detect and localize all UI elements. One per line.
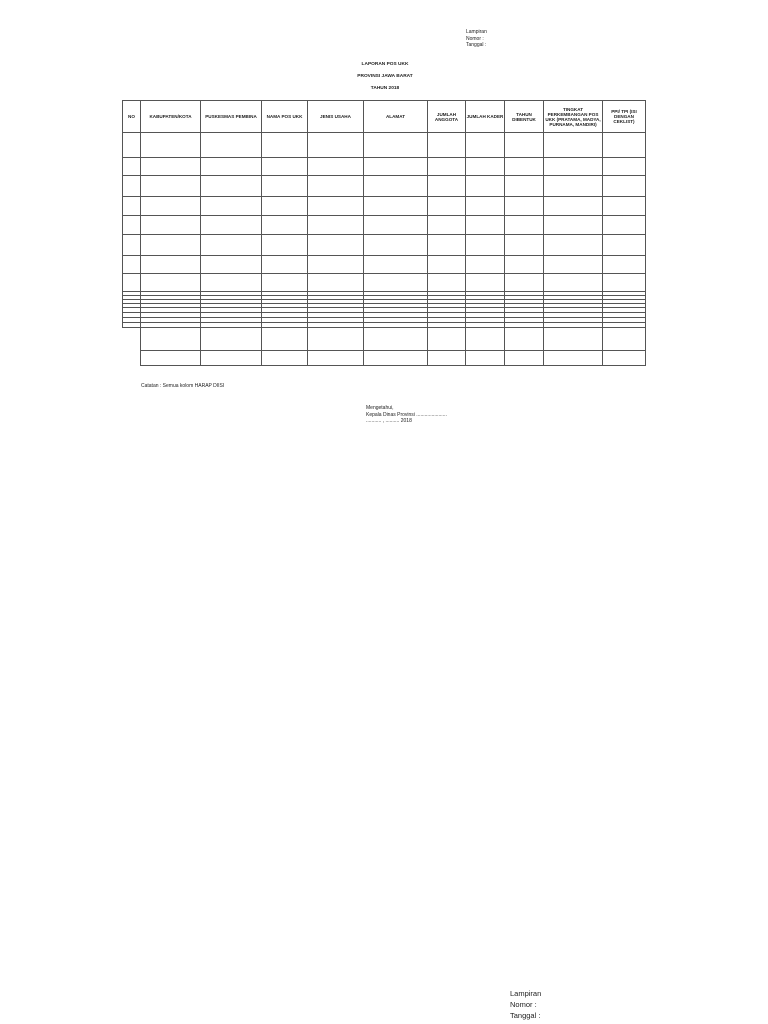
header-ppi-tpi: PPI/ TPI (ISI DENGAN CEKLIST) bbox=[603, 101, 646, 133]
table-cell[interactable] bbox=[505, 328, 544, 351]
table-cell[interactable] bbox=[364, 274, 428, 292]
table-cell[interactable] bbox=[201, 351, 262, 366]
table-cell[interactable] bbox=[123, 216, 141, 235]
table-cell[interactable] bbox=[364, 216, 428, 235]
table-row bbox=[123, 274, 646, 292]
top-tanggal-label: Tanggal : bbox=[466, 42, 487, 48]
table-cell[interactable] bbox=[364, 176, 428, 197]
table-cell[interactable] bbox=[466, 256, 505, 274]
table-row bbox=[123, 256, 646, 274]
table-cell[interactable] bbox=[308, 176, 364, 197]
table-cell[interactable] bbox=[505, 133, 544, 158]
report-year: TAHUN 2018 bbox=[370, 86, 400, 91]
table-cell[interactable] bbox=[544, 274, 603, 292]
table-cell[interactable] bbox=[428, 328, 466, 351]
table-cell[interactable] bbox=[364, 158, 428, 176]
table-row bbox=[123, 216, 646, 235]
table-cell[interactable] bbox=[466, 216, 505, 235]
table-cell[interactable] bbox=[603, 351, 646, 366]
table-cell[interactable] bbox=[428, 197, 466, 216]
table-cell[interactable] bbox=[262, 256, 308, 274]
sign-place-date: ........... , .......... 2018 bbox=[366, 418, 412, 424]
table-cell[interactable] bbox=[123, 256, 141, 274]
table-cell[interactable] bbox=[262, 328, 308, 351]
table-cell[interactable] bbox=[262, 274, 308, 292]
table-cell[interactable] bbox=[123, 235, 141, 256]
table-cell[interactable] bbox=[364, 351, 428, 366]
table-cell[interactable] bbox=[308, 351, 364, 366]
top-lampiran-label: Lampiran bbox=[466, 29, 487, 35]
table-cell[interactable] bbox=[141, 274, 201, 292]
report-title-block bbox=[300, 62, 470, 98]
table-cell[interactable] bbox=[308, 274, 364, 292]
table-cell[interactable] bbox=[123, 176, 141, 197]
top-nomor-label: Nomor : bbox=[466, 35, 484, 42]
table-cell[interactable] bbox=[141, 216, 201, 235]
table-cell[interactable] bbox=[201, 158, 262, 176]
table-cell[interactable] bbox=[544, 176, 603, 197]
notes-text: Catatan : Semua kolom HARAP DIISI bbox=[141, 383, 225, 389]
table-body bbox=[123, 133, 646, 366]
table-cell[interactable] bbox=[364, 256, 428, 274]
table-cell[interactable] bbox=[505, 351, 544, 366]
table-cell[interactable] bbox=[308, 158, 364, 176]
table-cell[interactable] bbox=[201, 176, 262, 197]
table-cell[interactable] bbox=[141, 176, 201, 197]
header-nama-pos-ukk: NAMA POS UKK bbox=[262, 101, 308, 133]
table-cell[interactable] bbox=[123, 133, 141, 158]
table-cell[interactable] bbox=[603, 197, 646, 216]
table-cell[interactable] bbox=[141, 197, 201, 216]
table-cell[interactable] bbox=[428, 235, 466, 256]
table-cell[interactable] bbox=[466, 328, 505, 351]
table-cell[interactable] bbox=[262, 235, 308, 256]
table-cell[interactable] bbox=[364, 328, 428, 351]
table-row bbox=[123, 133, 646, 158]
table-cell[interactable] bbox=[308, 216, 364, 235]
table-cell[interactable] bbox=[466, 235, 505, 256]
table-cell[interactable] bbox=[603, 256, 646, 274]
header-tingkat-perkembangan: TINGKAT PERKEMBANGAN POS UKK (PRATAMA, MADYA, PURNAMA, MANDIRI) bbox=[544, 101, 603, 133]
header-tahun-dibentuk: TAHUN DIBENTUK bbox=[505, 101, 544, 133]
table-cell[interactable] bbox=[141, 158, 201, 176]
header-puskesmas-pembina: PUSKESMAS PEMBINA bbox=[201, 101, 262, 133]
table-cell[interactable] bbox=[123, 197, 141, 216]
table-cell[interactable] bbox=[466, 197, 505, 216]
table-cell[interactable] bbox=[544, 133, 603, 158]
signature-block bbox=[366, 405, 486, 425]
bottom-attachment-meta bbox=[510, 988, 600, 1021]
bottom-lampiran-label: Lampiran bbox=[510, 989, 542, 998]
table-cell[interactable] bbox=[466, 133, 505, 158]
table-cell[interactable] bbox=[123, 351, 141, 366]
table-cell[interactable] bbox=[603, 216, 646, 235]
table-cell[interactable] bbox=[201, 328, 262, 351]
top-attachment-meta bbox=[466, 29, 546, 49]
table-cell[interactable] bbox=[308, 256, 364, 274]
table-cell[interactable] bbox=[262, 197, 308, 216]
table-cell[interactable] bbox=[544, 235, 603, 256]
table-cell[interactable] bbox=[123, 158, 141, 176]
report-title: LAPORAN POS UKK bbox=[361, 62, 409, 67]
table-cell[interactable] bbox=[428, 216, 466, 235]
table-cell[interactable] bbox=[262, 176, 308, 197]
table-cell[interactable] bbox=[466, 176, 505, 197]
table-cell[interactable] bbox=[141, 235, 201, 256]
table-cell[interactable] bbox=[505, 256, 544, 274]
table-cell[interactable] bbox=[544, 197, 603, 216]
header-jenis-usaha: JENIS USAHA bbox=[308, 101, 364, 133]
table-cell[interactable] bbox=[505, 235, 544, 256]
table-cell[interactable] bbox=[141, 133, 201, 158]
table-cell[interactable] bbox=[603, 158, 646, 176]
table-cell[interactable] bbox=[428, 256, 466, 274]
table-cell[interactable] bbox=[544, 328, 603, 351]
table-cell[interactable] bbox=[364, 133, 428, 158]
bottom-tanggal-label: Tanggal : bbox=[510, 1011, 541, 1020]
table-cell[interactable] bbox=[466, 158, 505, 176]
table-cell[interactable] bbox=[123, 274, 141, 292]
table-cell[interactable] bbox=[603, 328, 646, 351]
sign-mengetahui: Mengetahui, bbox=[366, 405, 394, 411]
table-cell[interactable] bbox=[603, 235, 646, 256]
table-cell[interactable] bbox=[428, 133, 466, 158]
table-cell[interactable] bbox=[544, 256, 603, 274]
table-cell[interactable] bbox=[544, 158, 603, 176]
table-cell[interactable] bbox=[201, 256, 262, 274]
header-no: NO bbox=[123, 101, 141, 133]
table-cell[interactable] bbox=[505, 158, 544, 176]
table-cell[interactable] bbox=[308, 235, 364, 256]
header-kabupaten-kota: KABUPATEN/KOTA bbox=[141, 101, 201, 133]
table-cell[interactable] bbox=[201, 235, 262, 256]
table-cell[interactable] bbox=[505, 274, 544, 292]
table-cell[interactable] bbox=[428, 158, 466, 176]
bottom-nomor-label: Nomor : bbox=[510, 1000, 537, 1009]
report-table bbox=[122, 100, 646, 366]
table-cell[interactable] bbox=[201, 274, 262, 292]
table-cell[interactable] bbox=[466, 274, 505, 292]
table-cell[interactable] bbox=[505, 216, 544, 235]
table-cell[interactable] bbox=[603, 176, 646, 197]
header-jumlah-anggota: JUMLAH ANGGOTA bbox=[428, 101, 466, 133]
table-row bbox=[123, 351, 646, 366]
table-row bbox=[123, 328, 646, 351]
table-cell[interactable] bbox=[262, 351, 308, 366]
table-row bbox=[123, 176, 646, 197]
table-cell[interactable] bbox=[428, 274, 466, 292]
table-cell[interactable] bbox=[505, 197, 544, 216]
table-row bbox=[123, 197, 646, 216]
table-cell[interactable] bbox=[428, 351, 466, 366]
table-cell[interactable] bbox=[364, 197, 428, 216]
table-cell[interactable] bbox=[308, 197, 364, 216]
table-cell[interactable] bbox=[141, 256, 201, 274]
table-cell[interactable] bbox=[364, 235, 428, 256]
table-cell[interactable] bbox=[603, 133, 646, 158]
table-cell[interactable] bbox=[201, 197, 262, 216]
table-cell[interactable] bbox=[505, 176, 544, 197]
report-province: PROVINSI JAWA BARAT bbox=[357, 74, 413, 79]
table-cell[interactable] bbox=[141, 328, 201, 351]
table-cell[interactable] bbox=[262, 158, 308, 176]
sign-kepala-dinas: Kepala Dinas Provinsi ...................... bbox=[366, 411, 447, 418]
header-alamat: ALAMAT bbox=[364, 101, 428, 133]
table-cell[interactable] bbox=[201, 133, 262, 158]
table-cell[interactable] bbox=[308, 133, 364, 158]
table-cell[interactable] bbox=[141, 351, 201, 366]
table-header-row bbox=[123, 101, 646, 133]
table-row bbox=[123, 235, 646, 256]
table-cell[interactable] bbox=[466, 351, 505, 366]
table-cell[interactable] bbox=[262, 133, 308, 158]
table-cell[interactable] bbox=[603, 274, 646, 292]
table-cell[interactable] bbox=[544, 351, 603, 366]
header-jumlah-kader: JUMLAH KADER bbox=[466, 101, 505, 133]
table-cell[interactable] bbox=[308, 328, 364, 351]
table-cell[interactable] bbox=[201, 216, 262, 235]
table-cell[interactable] bbox=[123, 328, 141, 351]
table-row bbox=[123, 158, 646, 176]
table-cell[interactable] bbox=[428, 176, 466, 197]
table-cell[interactable] bbox=[544, 216, 603, 235]
table-cell[interactable] bbox=[262, 216, 308, 235]
